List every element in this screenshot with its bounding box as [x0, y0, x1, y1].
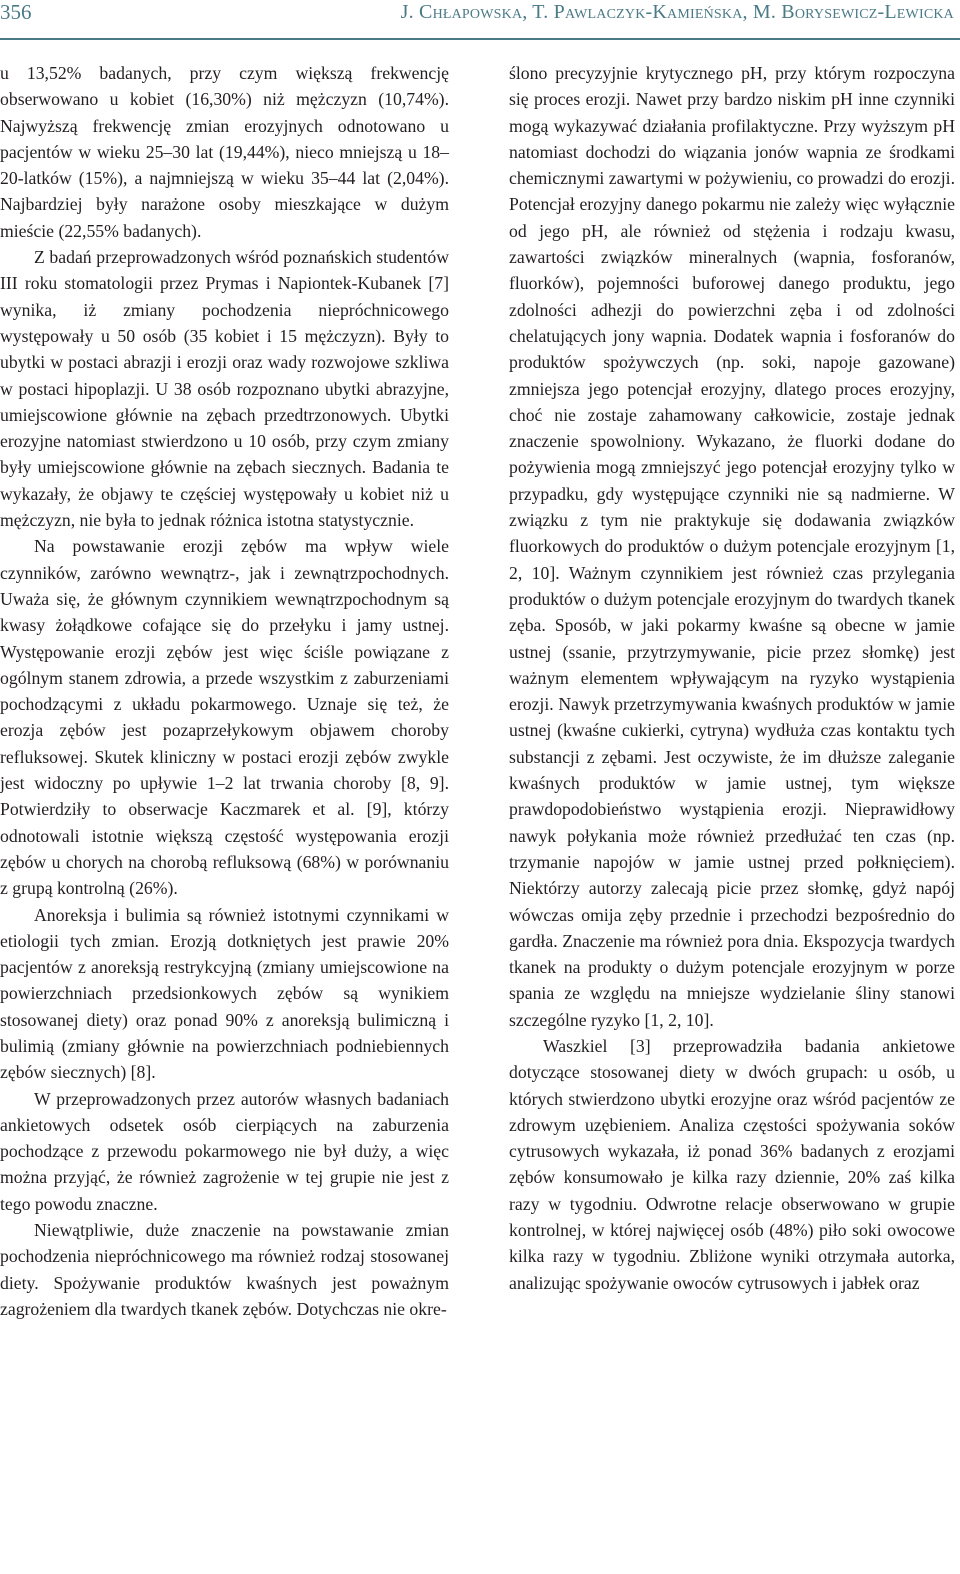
- paragraph: Waszkiel [3] przeprowadziła badania ankietowe dotyczące stosowanej diety w dwóch grupach: u osób, u których stwierdzono ubytki erozyjne oraz wśród pacjentów ze zdrowym uzębieniem. Analiza częstości spożywania soków cytrusowych wykazała, iż ponad 36% badanych z erozjami zębów konsumowało je kilka razy dziennie, 20% zaś kilka razy w tygodniu. Odwrotne relacje obserwowano w grupie kontrolnej, w której najwięcej osób (48%) piło soki owocowe kilka razy w tygodniu. Zbliżone wyniki otrzymała autorka, analizując spożywanie owoców cytrusowych i jabłek oraz: [509, 1035, 955, 1293]
- header-rule: [0, 38, 960, 40]
- page-number: 356: [0, 0, 32, 24]
- right-column: [509, 60, 955, 1296]
- paragraph: ślono precyzyjnie krytycznego pH, przy którym rozpoczyna się proces erozji. Nawet przy bardzo niskim pH inne czynniki mogą wykazywać działania profilaktyczne. Przy wyższym pH natomiast dochodzi do wiązania jonów wapnia ze środkami chemicznymi zawartymi w pożywieniu, co prowadzi do erozji. Potencjał erozyjny danego pokarmu nie zależy więc wyłącznie od jego pH, ale również od stężenia i rodzaju kwasu, zawartości związków mineralnych (wapnia, fosforanów, fluorków), pojemności buforowej danego produktu, jego zdolności adhezji do powierzchni zęba i od zdolności chelatujących jony wapnia. Dodatek wapnia i fosforanów do produktów spożywczych (np. soki, napoje gazowane) zmniejsza jego potencjał erozyjny, dlatego proces erozyjny, choć nie zostaje zahamowany całkowicie, zostaje jednak znaczenie spowolniony. Wykazano, że fluorki dodane do pożywienia mogą zmniejszyć jego potencjał erozyjny tylko w przypadku, gdy występujące czynniki nie są nadmierne. W związku z tym nie praktykuje się dodawania związków fluorkowych do produktów o dużym potencjale erozyjnym [1, 2, 10]. Ważnym czynnikiem jest również czas przylegania produktów o dużym potencjale erozyjnym do twardych tkanek zęba. Sposób, w jaki pokarmy kwaśne są obecne w jamie ustnej (ssanie, przytrzymywanie, picie przez słomkę) jest ważnym elementem wpływającym na ryzyko wystąpienia erozji. Nawyk przetrzymywania kwaśnych produktów w jamie ustnej (kwaśne cukierki, cytryna) wydłuża czas kontaktu tych substancji z zębami. Jest oczywiste, że im dłuższe zaleganie kwaśnych produktów w jamie ustnej, tym większe prawdopodobieństwo wystąpienia erozji. Nieprawidłowy nawyk połykania może również przedłużać ten czas (np. trzymanie napojów w jamie ustnej przed połknięciem). Niektórzy autorzy zalecają picie przez słomkę, gdyż napój wówczas omija zęby przednie i przechodzi bezpośrednio do gardła. Znaczenie ma również pora dnia. Ekspozycja twardych tkanek na produkty o dużym potencjale erozyjnym w porze spania ze względu na mniejsze wydzielanie śliny stanowi szczególne ryzyko [1, 2, 10].: [509, 63, 955, 1030]
- running-head-authors: J. Chłapowska, T. Pawlaczyk-Kamieńska, M. Borysewicz-Lewicka: [400, 1, 954, 23]
- left-column: [0, 60, 449, 1322]
- paragraph: Niewątpliwie, duże znaczenie na powstawanie zmian pochodzenia niepróchnicowego ma również rodzaj stosowanej diety. Spożywanie produktów kwaśnych jest poważnym zagrożeniem dla twardych tkanek zębów. Dotychczas nie okre-: [0, 1220, 449, 1319]
- paragraph: u 13,52% badanych, przy czym większą frekwencję obserwowano u kobiet (16,30%) niż mężczyzn (10,74%). Najwyższą frekwencję zmian erozyjnych odnotowano u pacjentów w wieku 25–30 lat (19,44%), nieco mniejszą u 18–20-latków (15%), a najmniejszą w wieku 35–44 lat (2,04%). Najbardziej były narażone osoby mieszkające w dużym mieście (22,55% badanych).: [0, 63, 449, 241]
- paragraph: Na powstawanie erozji zębów ma wpływ wiele czynników, zarówno wewnątrz-, jak i zewnątrzpochodnych. Uważa się, że głównym czynnikiem wewnątrzpochodnym są kwasy żołądkowe cofające się do przełyku i jamy ustnej. Występowanie erozji zębów jest więc ściśle powiązane z ogólnym stanem zdrowia, a przede wszystkim z zaburzeniami pochodzącymi z układu pokarmowego. Uznaje się też, że erozja zębów jest pozaprzełykowym objawem choroby refluksowej. Skutek kliniczny w postaci erozji zębów zwykle jest widoczny po upływie 1–2 lat trwania choroby [8, 9]. Potwierdziły to obserwacje Kaczmarek et al. [9], którzy odnotowali istotnie większą częstość występowania erozji zębów u chorych na chorobą refluksową (68%) w porównaniu z grupą kontrolną (26%).: [0, 536, 449, 899]
- paragraph: W przeprowadzonych przez autorów własnych badaniach ankietowych odsetek osób cierpiących na zaburzenia pochodzące z przewodu pokarmowego nie był duży, a więc można przyjąć, że również zagrożenie w tej grupie nie jest z tego powodu znaczne.: [0, 1088, 449, 1214]
- paragraph: Z badań przeprowadzonych wśród poznańskich studentów III roku stomatologii przez Prymas i Napiontek-Kubanek [7] wynika, iż zmiany pochodzenia niepróchnicowego występowały u 50 osób (35 kobiet i 15 mężczyzn). Były to ubytki w postaci abrazji i erozji oraz wady rozwojowe szkliwa w postaci hipoplazji. U 38 osób rozpoznano ubytki abrazyjne, umiejscowione głównie na zębach przedtrzonowych. Ubytki erozyjne natomiast stwierdzono u 10 osób, przy czym zmiany były umiejscowione głównie na zębach siecznych. Badania te wykazały, że objawy te częściej występowały u kobiet niż u mężczyzn, nie była to jednak różnica istotna statystycznie.: [0, 247, 449, 531]
- paragraph: Anoreksja i bulimia są również istotnymi czynnikami w etiologii tych zmian. Erozją dotkniętych jest prawie 20% pacjentów z anoreksją restrykcyjną (zmiany umiejscowione na powierzchniach przedsionkowych zębów są wynikiem stosowanej diety) oraz ponad 90% z anoreksją bulimiczną i bulimią (zmiany głównie na powierzchniach podniebiennych zębów siecznych) [8].: [0, 904, 449, 1083]
- running-header: [0, 0, 960, 44]
